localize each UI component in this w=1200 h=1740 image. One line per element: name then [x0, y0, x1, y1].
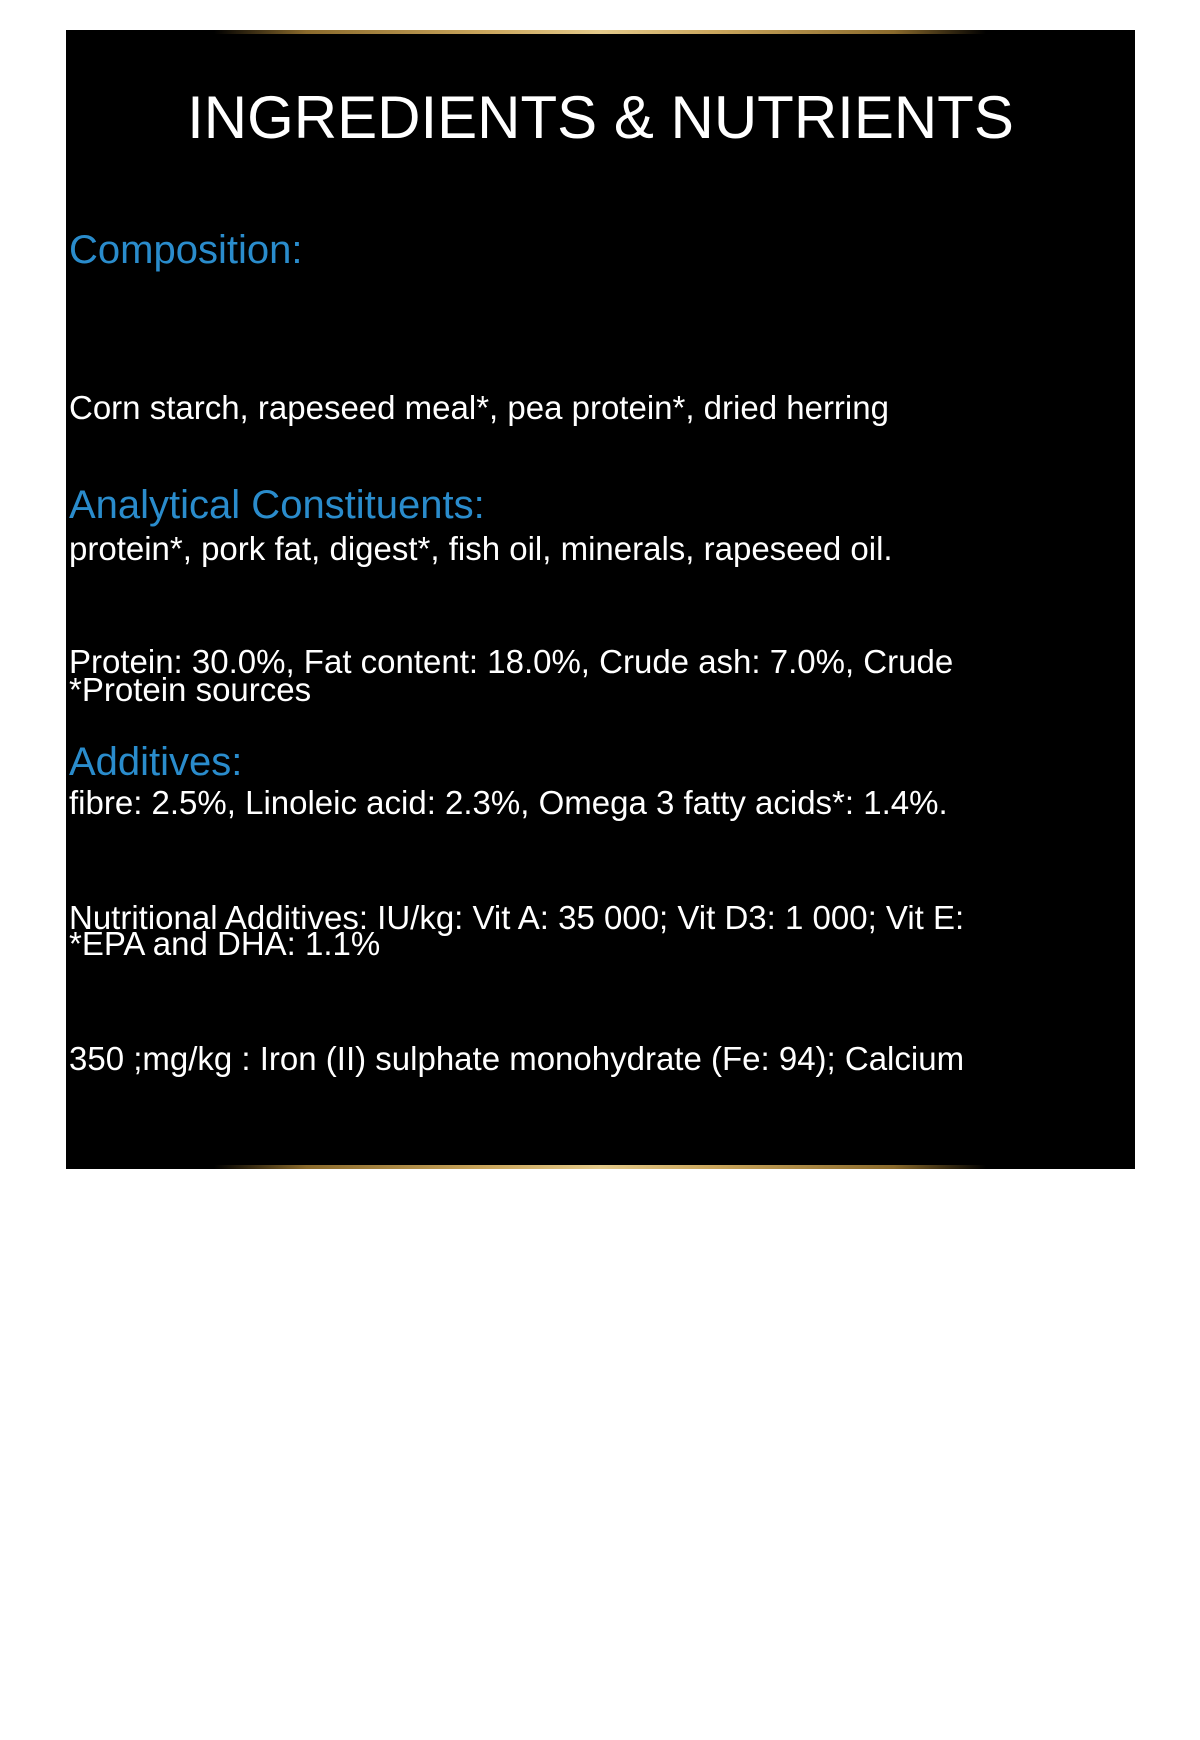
top-gold-divider — [214, 30, 986, 34]
page-title: INGREDIENTS & NUTRIENTS — [187, 84, 1014, 151]
composition-line: Corn starch, rapeseed meal*, pea protein*, dried herring — [69, 389, 889, 426]
additives-line: (Cu:9.8); Manganous sulphate monohydrate (Mn: 34); Zinc — [69, 1322, 937, 1359]
analytical-line: *EPA and DHA: 1.1% — [69, 925, 381, 962]
additives-line: iodate anhydrous (I: 1.4); Copper (II) sulphate pentahydrate — [69, 1181, 948, 1218]
additives-line: Nutritional Additives: IU/kg: Vit A: 35 000; Vit D3: 1 000; Vit E: — [69, 899, 965, 936]
analytical-line: fibre: 2.5%, Linoleic acid: 2.3%, Omega 3 fatty acids*: 1.4%. — [69, 784, 948, 821]
additives-line: Antioxidants. — [69, 1604, 258, 1641]
ingredients-panel — [66, 30, 1135, 1641]
bottom-gold-divider — [214, 1165, 986, 1169]
analytical-constituents-heading: Analytical Constituents: — [69, 483, 485, 527]
composition-line: *Protein sources — [69, 671, 312, 708]
additives-text — [69, 800, 1135, 1740]
additives-line: sulphate monohydrate (Zn: 86); Sodium selenite (Se: 0.10). — [69, 1463, 937, 1500]
composition-line: protein*, pork fat, digest*, fish oil, minerals, rapeseed oil. — [69, 530, 893, 567]
composition-heading: Composition: — [69, 228, 303, 272]
additives-line: 350 ;mg/kg : Iron (II) sulphate monohydrate (Fe: 94); Calcium — [69, 1040, 965, 1077]
additives-heading: Additives: — [69, 740, 243, 784]
analytical-line: Protein: 30.0%, Fat content: 18.0%, Crude ash: 7.0%, Crude — [69, 643, 954, 680]
